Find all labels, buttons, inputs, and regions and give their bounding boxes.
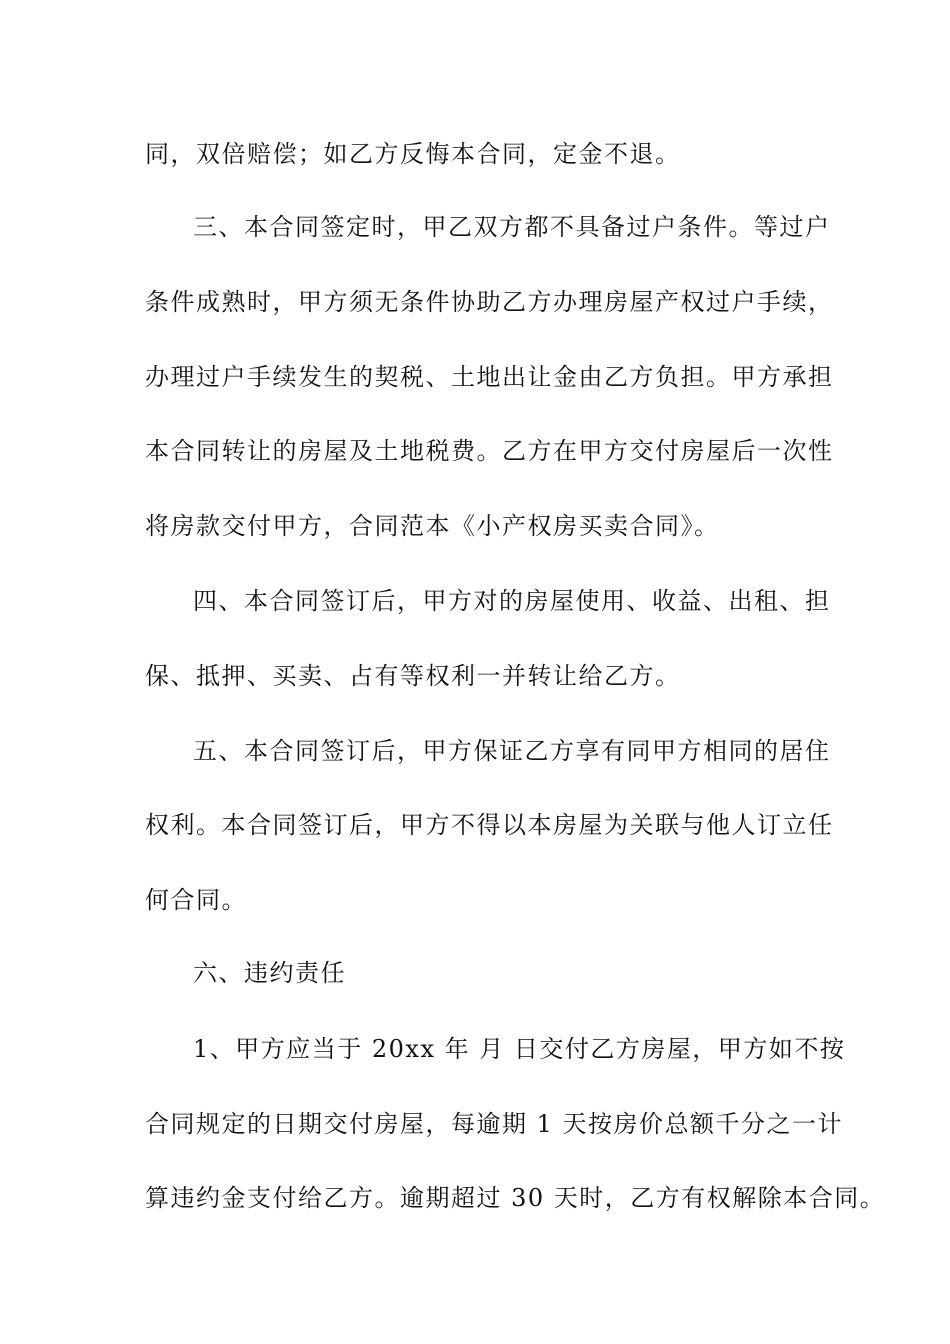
text-line: 合同规定的日期交付房屋，每逾期 1 天按房价总额千分之一计 xyxy=(145,1110,844,1138)
section-heading: 六、违约责任 xyxy=(193,959,346,987)
text-line: 本合同转让的房屋及土地税费。乙方在甲方交付房屋后一次性 xyxy=(145,437,834,465)
text-line: 同，双倍赔偿；如乙方反悔本合同，定金不退。 xyxy=(145,140,681,168)
text-line: 将房款交付甲方，合同范本《小产权房买卖合同》。 xyxy=(145,512,720,540)
text-line: 1、甲方应当于 20xx 年 月 日交付乙方房屋，甲方如不按 xyxy=(193,1035,846,1063)
text-line: 何合同。 xyxy=(145,886,247,914)
text-line: 算违约金支付给乙方。逾期超过 30 天时，乙方有权解除本合同。 xyxy=(145,1184,886,1212)
text-line: 四、本合同签订后，甲方对的房屋使用、收益、出租、担 xyxy=(193,587,831,615)
text-line: 条件成熟时，甲方须无条件协助乙方办理房屋产权过户手续， xyxy=(145,288,834,316)
text-line: 五、本合同签订后，甲方保证乙方享有同甲方相同的居住 xyxy=(193,737,831,765)
text-line: 办理过户手续发生的契税、土地出让金由乙方负担。甲方承担 xyxy=(145,363,834,391)
text-line: 三、本合同签定时，甲乙双方都不具备过户条件。等过户 xyxy=(193,213,831,241)
text-line: 保、抵押、买卖、占有等权利一并转让给乙方。 xyxy=(145,662,681,690)
text-line: 权利。本合同签订后，甲方不得以本房屋为关联与他人订立任 xyxy=(145,811,834,839)
